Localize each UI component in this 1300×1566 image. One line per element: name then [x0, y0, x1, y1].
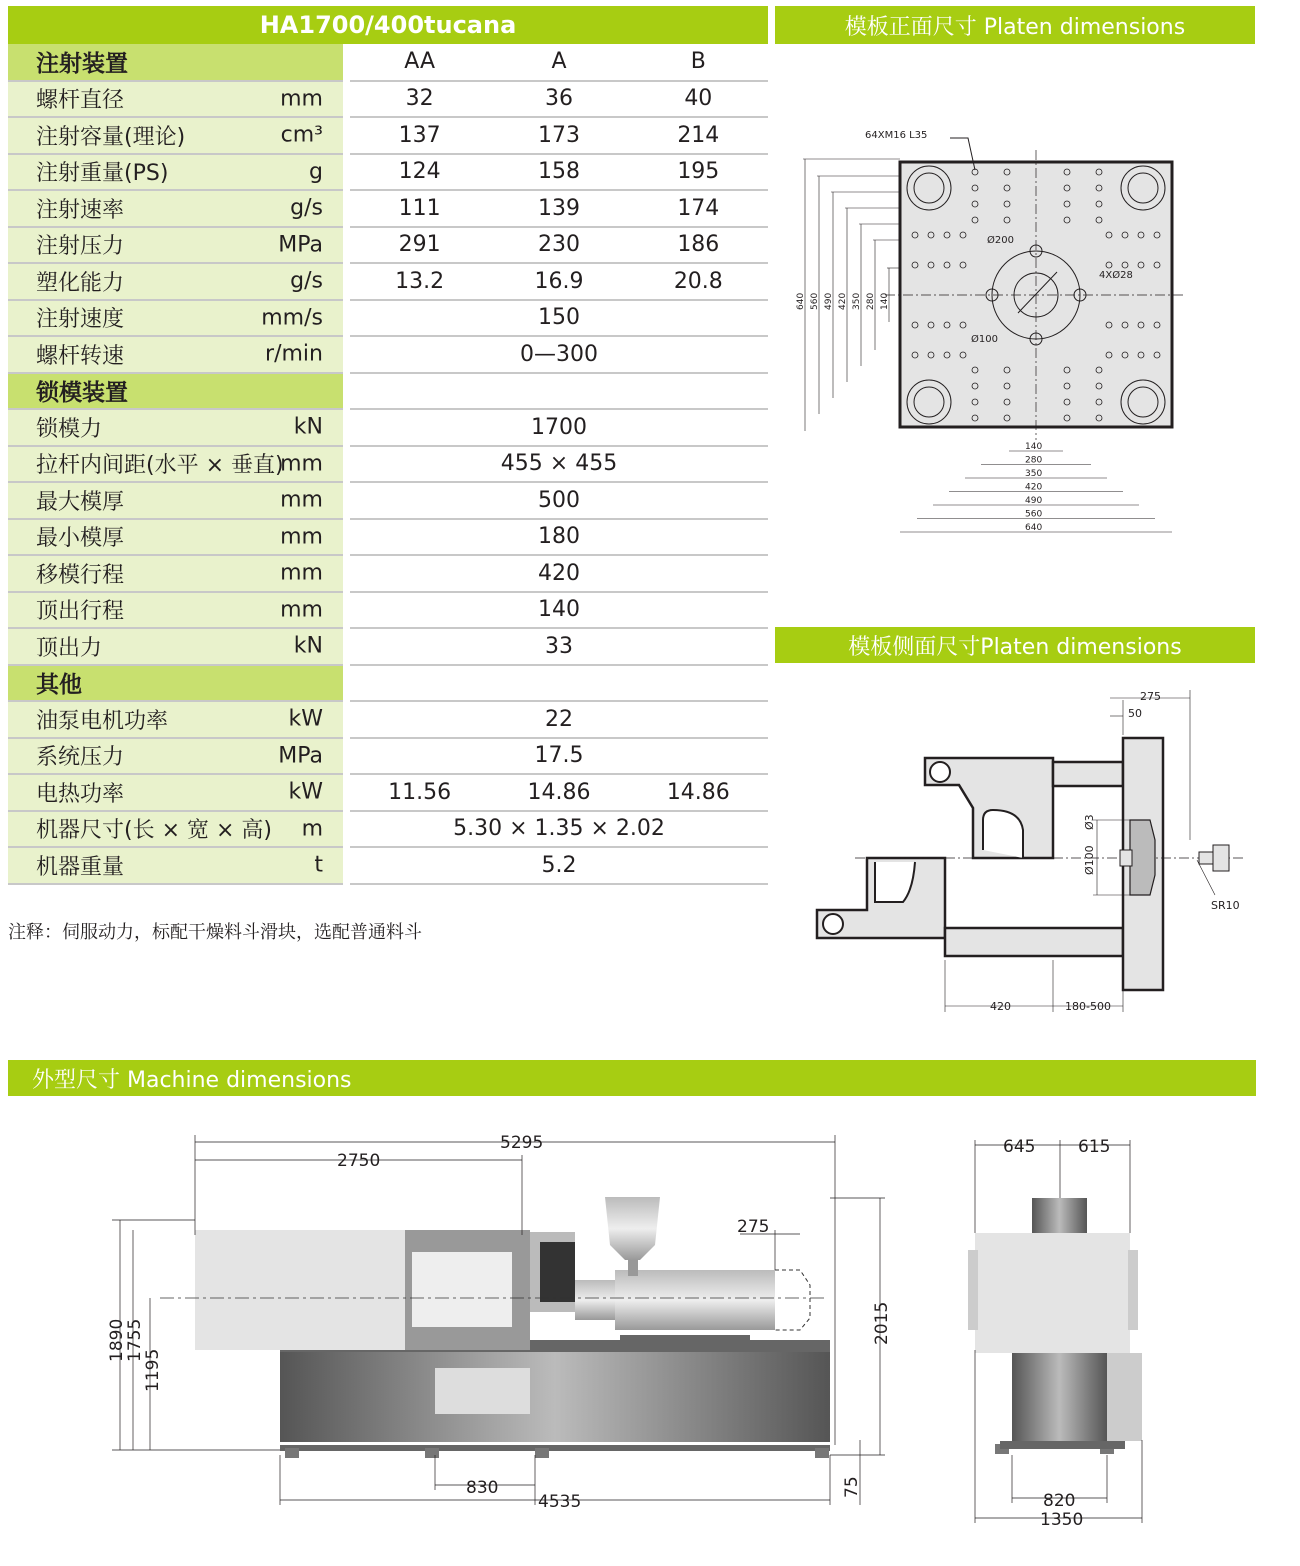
gap — [343, 665, 350, 702]
row-unit: kW — [288, 779, 323, 805]
gap — [343, 482, 350, 519]
row-value: 17.5 — [350, 738, 768, 775]
front-dim-h: 420 — [1025, 482, 1043, 493]
row-unit: MPa — [278, 743, 323, 769]
spec-row — [8, 336, 768, 373]
section-header-others — [8, 665, 768, 702]
front-dim-v: 490 — [824, 292, 834, 310]
row-label: 锁模力 kN — [8, 409, 343, 446]
section-header-clamping — [8, 373, 768, 410]
dim-4535: 4535 — [538, 1492, 582, 1512]
row-value: 150 — [350, 300, 768, 337]
front-dim-h: 560 — [1025, 509, 1043, 520]
row-value: 195 — [629, 154, 768, 191]
row-label: 油泵电机功率 kW — [8, 701, 343, 738]
row-unit: cm³ — [280, 122, 323, 148]
spec-row — [8, 701, 768, 738]
side-platen-drawing — [775, 680, 1255, 1020]
spec-row — [8, 409, 768, 446]
gap — [343, 154, 350, 191]
row-unit: kN — [293, 633, 323, 659]
machine-drawing — [0, 1100, 1300, 1566]
row-value: 14.86 — [489, 774, 628, 811]
row-value: 420 — [350, 555, 768, 592]
row-label: 螺杆直径 mm — [8, 81, 343, 118]
gap — [343, 117, 350, 154]
row-value: 180 — [350, 519, 768, 556]
row-value: 173 — [489, 117, 628, 154]
machine-dimensions-title: 外型尺寸 Machine dimensions — [8, 1060, 1256, 1096]
dim-sr10: SR10 — [1211, 899, 1240, 912]
row-label: 电热功率 kW — [8, 774, 343, 811]
row-label: 最大模厚 mm — [8, 482, 343, 519]
row-value: 36 — [489, 81, 628, 118]
gap — [343, 519, 350, 556]
front-dim-v: 420 — [838, 292, 848, 310]
gap — [343, 628, 350, 665]
gap — [343, 373, 350, 410]
row-unit: mm — [280, 560, 323, 586]
front-dim-v: 640 — [796, 292, 806, 310]
spec-row — [8, 555, 768, 592]
row-label: 拉杆内间距(水平 × 垂直) mm — [8, 446, 343, 483]
row-value: 139 — [489, 190, 628, 227]
front-dim-v: 560 — [810, 292, 820, 310]
row-unit: mm — [280, 451, 323, 477]
row-label: 机器重量 t — [8, 847, 343, 884]
gap — [343, 409, 350, 446]
row-value: 186 — [629, 227, 768, 264]
spec-row — [8, 628, 768, 665]
row-label: 螺杆转速 r/min — [8, 336, 343, 373]
empty-cell — [350, 373, 768, 410]
dim-2750: 2750 — [337, 1151, 381, 1171]
spec-row — [8, 154, 768, 191]
row-unit: MPa — [278, 232, 323, 258]
row-label: 顶出力 kN — [8, 628, 343, 665]
dim-5295: 5295 — [500, 1133, 544, 1153]
section-label: 注射装置 — [8, 44, 343, 81]
row-value: 137 — [350, 117, 489, 154]
row-value: 0—300 — [350, 336, 768, 373]
dim-420: 420 — [990, 1000, 1011, 1013]
row-value: 291 — [350, 227, 489, 264]
spec-row — [8, 519, 768, 556]
side-platen-title: 模板侧面尺寸Platen dimensions — [775, 627, 1255, 663]
dim-1890: 1890 — [107, 1318, 127, 1362]
thread-label: 64XM16 L35 — [865, 130, 928, 141]
front-dim-v: 350 — [852, 292, 862, 310]
spec-table — [8, 44, 768, 885]
row-label: 移模行程 mm — [8, 555, 343, 592]
spec-row — [8, 592, 768, 629]
front-dim-v: 140 — [880, 292, 890, 310]
spec-row — [8, 774, 768, 811]
row-value: 214 — [629, 117, 768, 154]
dim-75: 75 — [842, 1476, 862, 1498]
row-label: 注射重量(PS) g — [8, 154, 343, 191]
spec-row — [8, 190, 768, 227]
row-value: 500 — [350, 482, 768, 519]
row-value: 11.56 — [350, 774, 489, 811]
dim-180-500: 180-500 — [1065, 1000, 1111, 1013]
phi100-label: Ø100 — [971, 334, 998, 345]
dim-1195: 1195 — [143, 1348, 163, 1392]
spec-row — [8, 811, 768, 848]
gap — [343, 701, 350, 738]
row-unit: mm — [280, 597, 323, 623]
dim-615: 615 — [1078, 1137, 1111, 1157]
row-unit: kW — [288, 706, 323, 732]
gap — [343, 190, 350, 227]
row-value: 5.2 — [350, 847, 768, 884]
gap — [343, 300, 350, 337]
front-platen-drawing — [775, 120, 1255, 550]
row-value: 1700 — [350, 409, 768, 446]
row-label: 塑化能力 g/s — [8, 263, 343, 300]
row-label: 注射速率 g/s — [8, 190, 343, 227]
front-dim-h: 350 — [1025, 469, 1043, 479]
front-dim-h: 140 — [1025, 442, 1043, 452]
row-unit: mm — [280, 524, 323, 550]
row-value: 230 — [489, 227, 628, 264]
row-value: 20.8 — [629, 263, 768, 300]
spec-row — [8, 227, 768, 264]
gap — [343, 44, 350, 81]
row-value: 40 — [629, 81, 768, 118]
row-unit: t — [314, 852, 323, 878]
dim-50: 50 — [1128, 707, 1142, 720]
row-label: 机器尺寸(长 × 宽 × 高) m — [8, 811, 343, 848]
spec-row — [8, 738, 768, 775]
row-value: 14.86 — [629, 774, 768, 811]
row-unit: mm — [280, 487, 323, 513]
row-value: 174 — [629, 190, 768, 227]
section-label: 其他 — [8, 665, 343, 702]
dim-1350: 1350 — [1040, 1510, 1084, 1530]
spec-row — [8, 117, 768, 154]
row-label: 注射速度 mm/s — [8, 300, 343, 337]
section-header-injection — [8, 44, 768, 81]
spec-row — [8, 81, 768, 118]
gap — [343, 811, 350, 848]
row-value: 455 × 455 — [350, 446, 768, 483]
row-unit: mm — [280, 86, 323, 112]
row-unit: g — [309, 159, 323, 185]
row-unit: mm/s — [261, 305, 323, 331]
spec-title: HA1700/400tucana — [8, 6, 768, 44]
row-unit: r/min — [265, 341, 323, 367]
phi200-label: Ø200 — [987, 235, 1014, 246]
row-label: 系统压力 MPa — [8, 738, 343, 775]
row-value: 16.9 — [489, 263, 628, 300]
spec-row — [8, 446, 768, 483]
dim-645: 645 — [1003, 1137, 1036, 1157]
spec-row — [8, 263, 768, 300]
spec-row — [8, 482, 768, 519]
dim-phi100: Ø100 — [1083, 845, 1096, 875]
dim-1755: 1755 — [125, 1318, 145, 1362]
row-label: 注射压力 MPa — [8, 227, 343, 264]
row-value: 22 — [350, 701, 768, 738]
gap — [343, 847, 350, 884]
dim-820: 820 — [1043, 1491, 1076, 1511]
gap — [343, 592, 350, 629]
row-unit: g/s — [290, 268, 323, 294]
gap — [343, 446, 350, 483]
gap — [343, 81, 350, 118]
front-dim-v: 280 — [866, 292, 876, 310]
row-value: 124 — [350, 154, 489, 191]
row-label: 最小模厚 mm — [8, 519, 343, 556]
empty-cell — [350, 665, 768, 702]
row-label: 顶出行程 mm — [8, 592, 343, 629]
row-value: 5.30 × 1.35 × 2.02 — [350, 811, 768, 848]
gap — [343, 774, 350, 811]
front-dim-h: 490 — [1025, 496, 1043, 506]
dim-phi3: Ø3 — [1083, 814, 1096, 830]
dim-830: 830 — [466, 1478, 499, 1498]
dim-275: 275 — [737, 1217, 770, 1237]
footnote: 注释：伺服动力，标配干燥料斗滑块，选配普通料斗 — [8, 922, 422, 943]
row-unit: kN — [293, 414, 323, 440]
spec-row — [8, 300, 768, 337]
gap — [343, 555, 350, 592]
row-value: 33 — [350, 628, 768, 665]
front-dim-h: 280 — [1025, 455, 1043, 466]
row-value: 111 — [350, 190, 489, 227]
column-header: AA — [350, 44, 489, 81]
column-header: B — [629, 44, 768, 81]
front-platen-title: 模板正面尺寸 Platen dimensions — [775, 6, 1255, 44]
gap — [343, 738, 350, 775]
spec-row — [8, 847, 768, 884]
dim-2015: 2015 — [872, 1301, 892, 1345]
column-header: A — [489, 44, 628, 81]
row-value: 32 — [350, 81, 489, 118]
section-label: 锁模装置 — [8, 373, 343, 410]
front-dim-h: 640 — [1025, 523, 1043, 533]
row-value: 158 — [489, 154, 628, 191]
row-value: 140 — [350, 592, 768, 629]
row-unit: m — [301, 816, 323, 842]
dim-275: 275 — [1140, 690, 1161, 703]
row-unit: g/s — [290, 195, 323, 221]
gap — [343, 336, 350, 373]
row-value: 13.2 — [350, 263, 489, 300]
holes-label: 4XØ28 — [1099, 270, 1133, 281]
gap — [343, 227, 350, 264]
gap — [343, 263, 350, 300]
row-label: 注射容量(理论) cm³ — [8, 117, 343, 154]
